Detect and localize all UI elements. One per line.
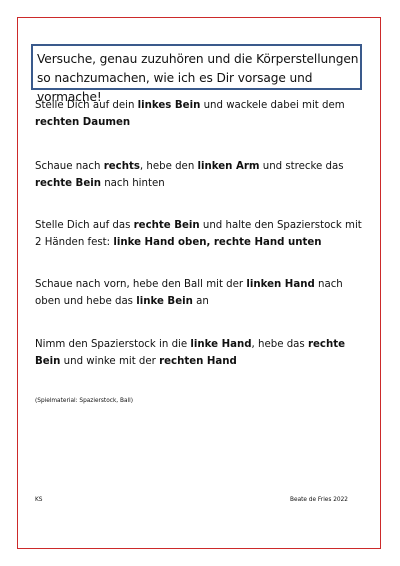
instruction-emphasis: linke Hand [190,339,252,350]
instruction-text: an [192,296,209,307]
intro-box [31,44,362,104]
footer-author: Beate de Fries 2022 [290,497,348,503]
instruction-emphasis: rechte Bein [35,339,345,367]
instruction-text: nach oben und hebe das [35,279,343,307]
instruction-emphasis: linke Hand oben, rechte Hand unten [113,237,322,248]
instruction-text: und halte den Spazierstock mit 2 Händen fest: [35,220,362,248]
material-note: (Spielmaterial: Spazierstock, Ball) [35,398,133,404]
instruction-emphasis: rechts [103,161,140,172]
instruction-emphasis: rechten Hand [159,356,237,367]
instruction-text: Schaue nach [35,161,104,172]
instruction-3 [35,217,365,251]
instruction-text: Stelle Dich auf das [35,220,134,231]
instruction-1 [35,97,365,131]
instruction-emphasis: rechte Bein [133,220,200,231]
instruction-text: Nimm den Spazierstock in die [35,339,191,350]
instruction-text: Stelle Dich auf dein [35,100,138,111]
instruction-emphasis: linke Bein [136,296,193,307]
instruction-text: , hebe das [251,339,308,350]
instruction-emphasis: linkes Bein [137,100,201,111]
instruction-emphasis: rechten Daumen [35,117,131,128]
instruction-text: und winke mit der [60,356,160,367]
instruction-emphasis: rechte Bein [35,178,101,189]
instruction-2 [35,158,365,192]
instruction-4 [35,276,365,310]
footer-initials: KS [35,497,43,503]
instruction-text: nach hinten [100,178,165,189]
instruction-5 [35,336,365,370]
instruction-text: und wackele dabei mit dem [200,100,345,111]
intro-text: Versuche, genau zuzuhören und die Körperstellungen so nachzumachen, wie ich es Dir vorsage und vormache! [37,52,359,104]
instruction-text: Schaue nach vorn, hebe den Ball mit der [35,279,247,290]
instruction-emphasis: linken Hand [246,279,315,290]
instruction-text: und strecke das [259,161,344,172]
instruction-emphasis: linken Arm [197,161,260,172]
instruction-text: , hebe den [139,161,198,172]
